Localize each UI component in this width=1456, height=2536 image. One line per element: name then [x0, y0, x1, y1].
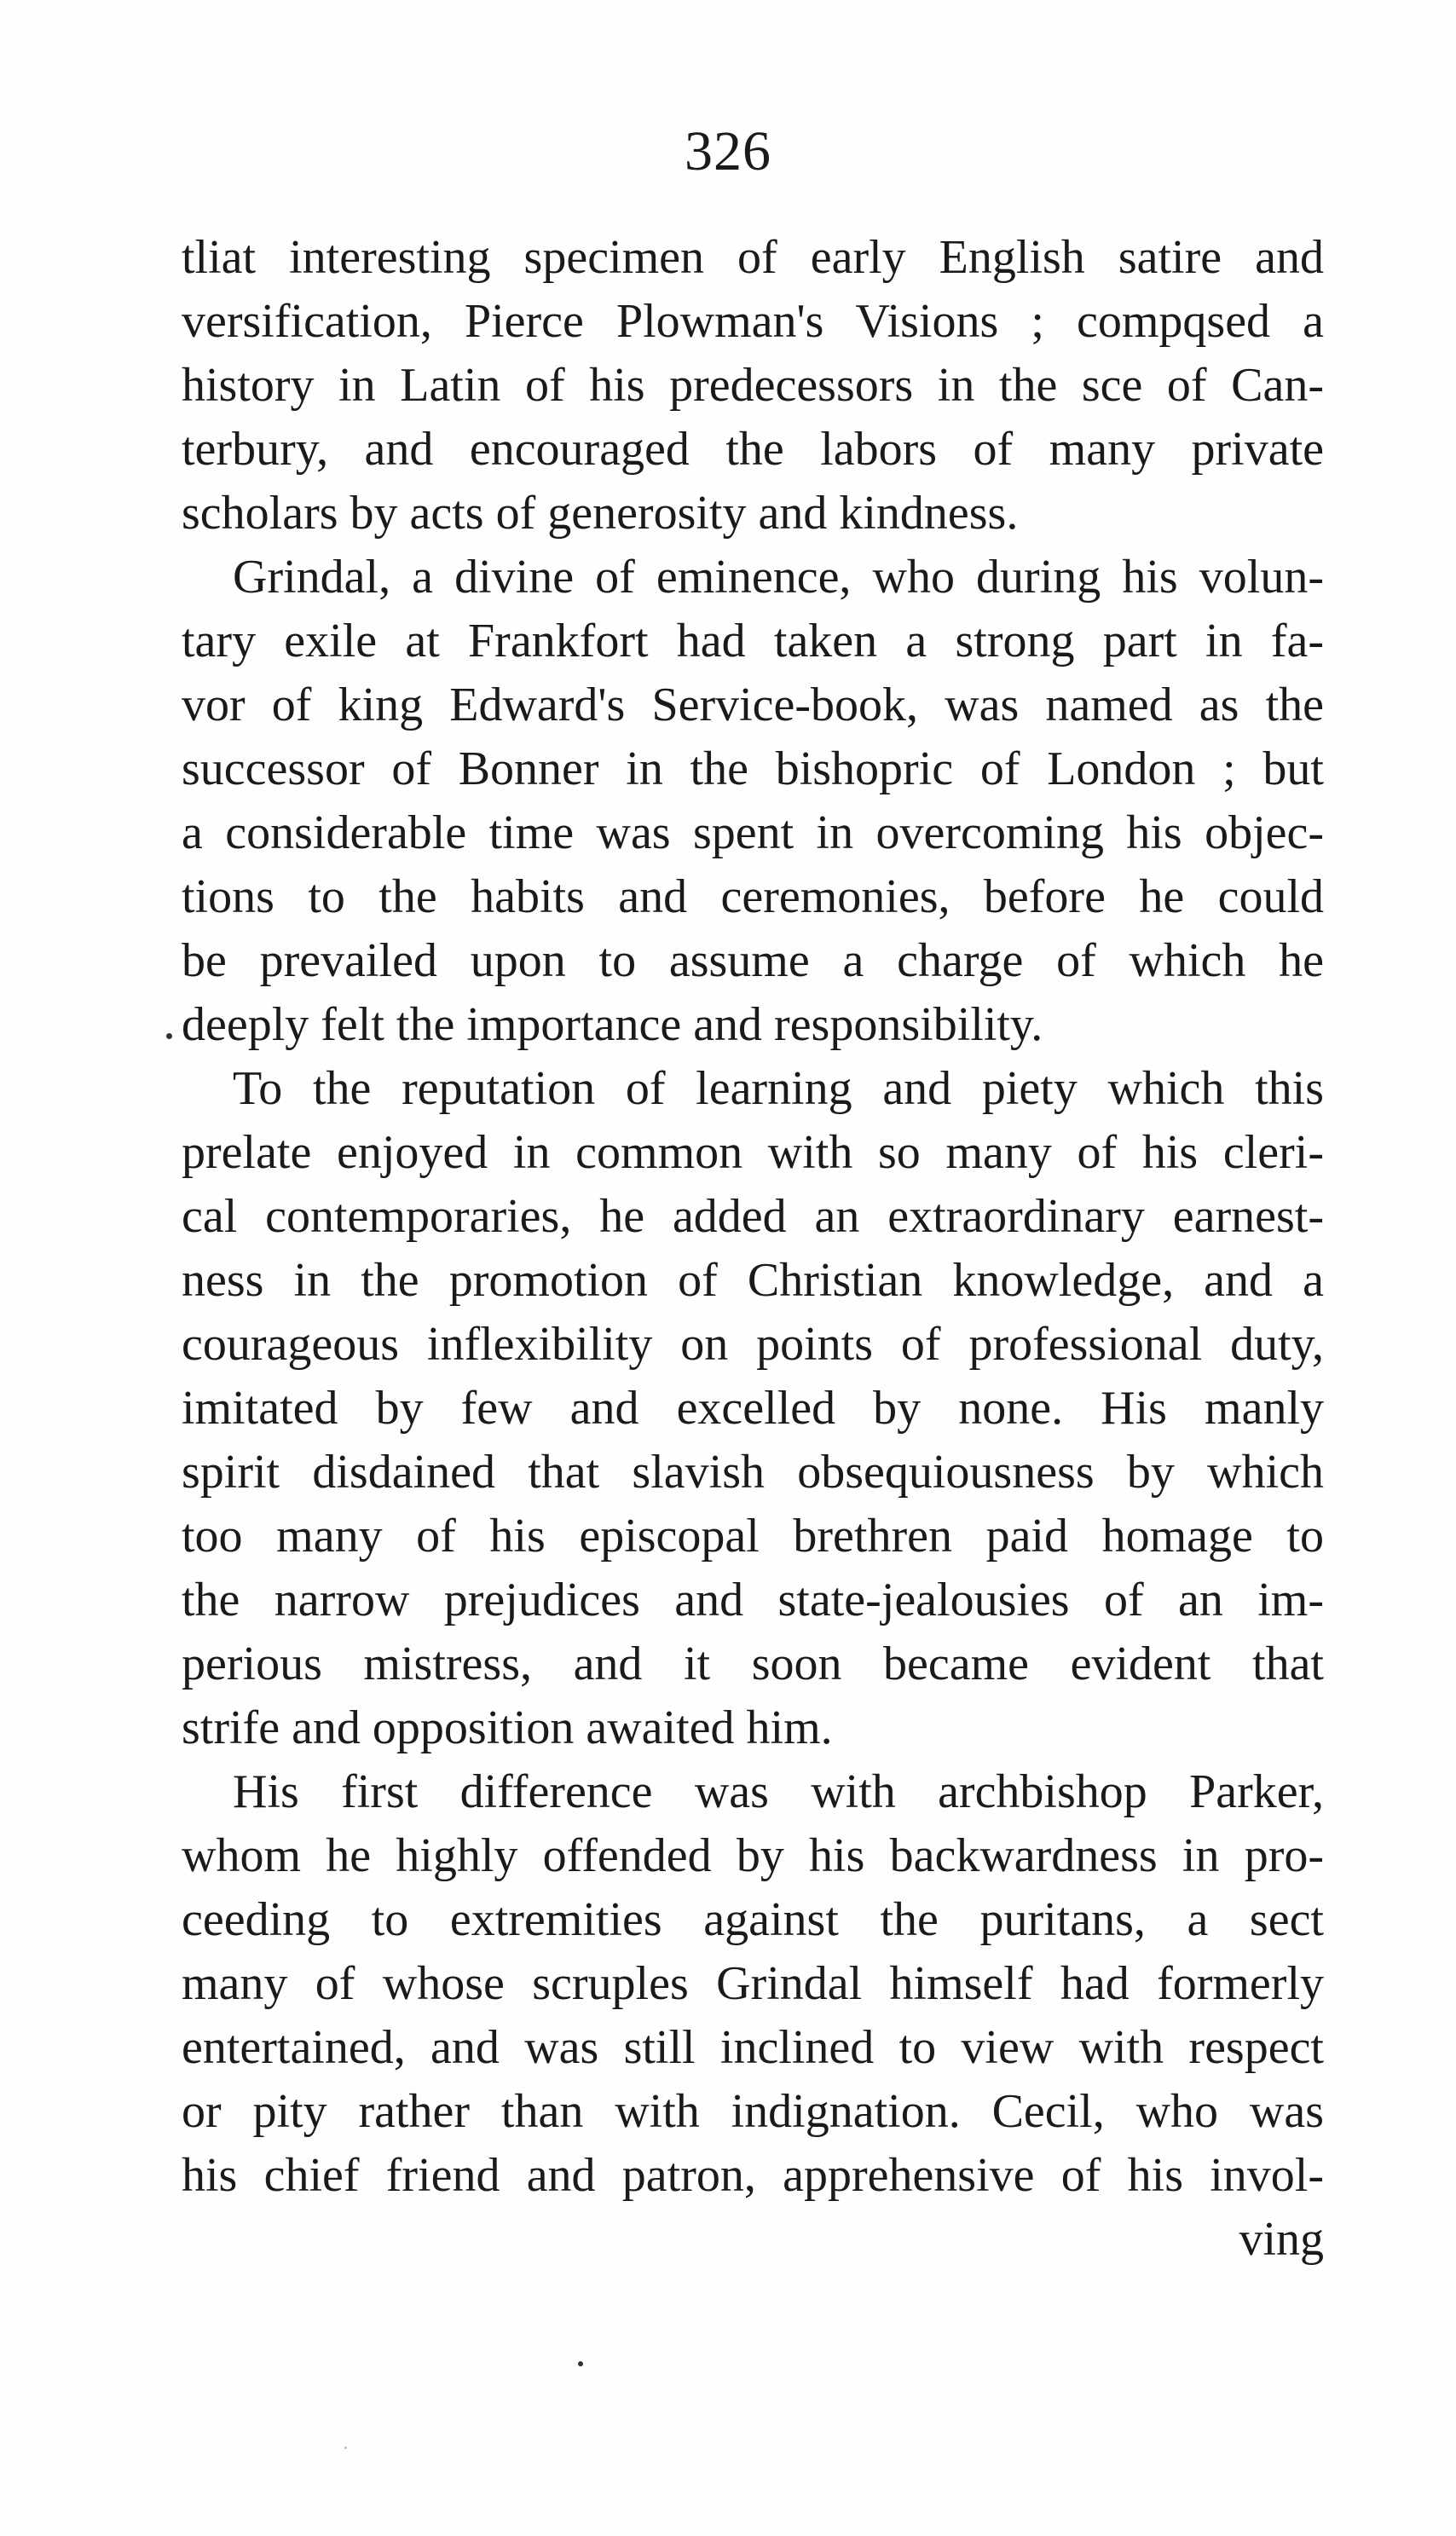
text-line: ceeding to extremities against the puritans, a sect: [182, 1893, 1324, 1946]
ink-speck: [166, 1033, 172, 1039]
paragraph-1: [182, 226, 1324, 546]
text-line: tary exile at Frankfort had taken a strong part in fa-: [182, 615, 1324, 667]
text-line: tliat interesting specimen of early English satire and: [182, 231, 1324, 284]
body-text: [182, 226, 1324, 2208]
text-line: vor of king Edward's Service-book, was named as the: [182, 679, 1324, 731]
text-line: history in Latin of his predecessors in the sce of Can-: [182, 359, 1324, 412]
paragraph-3: [182, 1057, 1324, 1760]
text-line: spirit disdained that slavish obsequiousness by which: [182, 1446, 1324, 1499]
text-line: entertained, and was still inclined to view with respect: [182, 2021, 1324, 2074]
text-line: or pity rather than with indignation. Cecil, who was: [182, 2085, 1324, 2138]
text-line: be prevailed upon to assume a charge of which he: [182, 934, 1324, 987]
ink-speck: [578, 2361, 583, 2366]
text-line: cal contemporaries, he added an extraordinary earnest-: [182, 1190, 1324, 1243]
ink-speck: [344, 2446, 347, 2449]
text-line: a considerable time was spent in overcoming his objec-: [182, 806, 1324, 859]
paragraph-4: [182, 1760, 1324, 2208]
text-line: terbury, and encouraged the labors of many private: [182, 423, 1324, 476]
text-line: the narrow prejudices and state-jealousies of an im-: [182, 1574, 1324, 1626]
text-line: ness in the promotion of Christian knowledge, and a: [182, 1254, 1324, 1307]
page-number: 326: [685, 120, 771, 182]
text-line: successor of Bonner in the bishopric of London ; but: [182, 742, 1324, 795]
paragraph-2: [182, 546, 1324, 1057]
text-line: His first difference was with archbishop Parker,: [233, 1765, 1324, 1818]
text-line: many of whose scruples Grindal himself had formerly: [182, 1957, 1324, 2010]
text-line: versification, Pierce Plowman's Visions ; compqsed a: [182, 295, 1324, 348]
text-line: tions to the habits and ceremonies, before he could: [182, 870, 1324, 923]
text-line: deeply felt the importance and responsibility.: [182, 998, 1043, 1051]
text-line: strife and opposition awaited him.: [182, 1701, 833, 1754]
text-line: too many of his episcopal brethren paid homage to: [182, 1510, 1324, 1563]
catchword: ving: [1239, 2213, 1324, 2266]
text-line: imitated by few and excelled by none. His manly: [182, 1382, 1324, 1435]
text-line: Grindal, a divine of eminence, who during his volun-: [233, 551, 1324, 604]
text-line: whom he highly offended by his backwardness in pro-: [182, 1829, 1324, 1882]
text-line: scholars by acts of generosity and kindness.: [182, 487, 1019, 540]
text-line: his chief friend and patron, apprehensive of his invol-: [182, 2149, 1324, 2202]
text-line: perious mistress, and it soon became evident that: [182, 1638, 1324, 1690]
text-line: To the reputation of learning and piety which this: [233, 1062, 1324, 1115]
text-line: courageous inflexibility on points of professional duty,: [182, 1318, 1324, 1371]
text-line: prelate enjoyed in common with so many of his cleri-: [182, 1126, 1324, 1179]
